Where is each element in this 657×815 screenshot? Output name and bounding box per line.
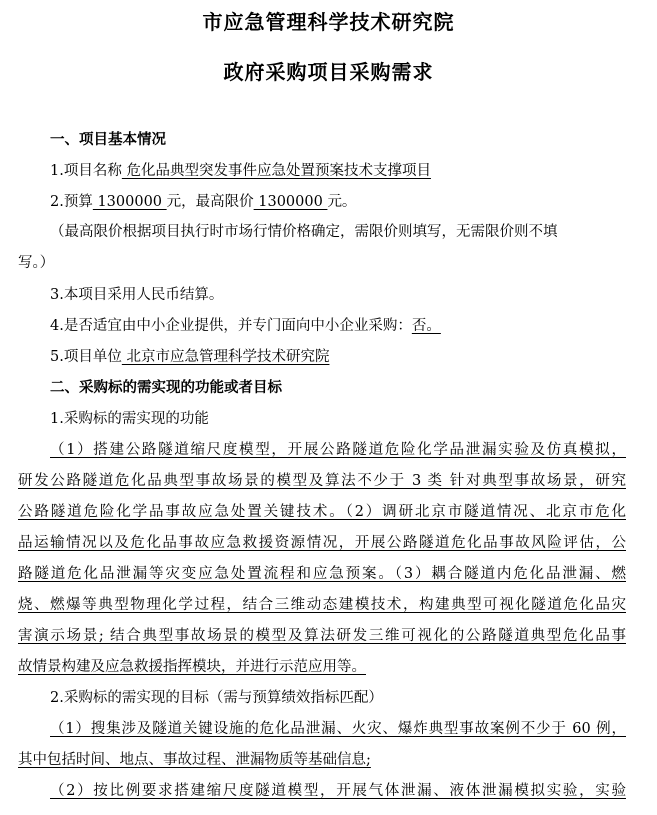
document-title: 市应急管理科学技术研究院 [202,10,455,34]
budget-label: 2.预算 [50,194,93,210]
project-unit-label: 5.项目单位 [50,349,122,365]
function-text-line: 研发公路隧道危化品典型事故场景的模型及算法不少于 3 类 针对典型事故场景，研究 [18,473,626,489]
max-price-value: 1300000 [253,194,328,210]
project-name-value: 危化品典型突发事件应急处置预案技术支撑项目 [121,163,431,179]
section-heading-basic-info: 一、项目基本情况 [50,131,166,148]
function-text-line: 品运输情况以及危化品事故应急救援资源情况，开展公路隧道危化品事故风险评估，公 [18,535,626,551]
sme-line [50,316,657,336]
document-subtitle: 政府采购项目采购需求 [223,60,434,84]
function-text-line: （1）搭建公路隧道缩尺度模型，开展公路隧道危险化学品泄漏实验及仿真模拟， [50,442,626,458]
budget-line [50,192,657,212]
currency-line: 3.本项目采用人民币结算。 [50,287,224,303]
sme-question: 4.是否适宜由中小企业提供，并专门面向中小企业采购： [50,318,412,334]
project-unit-value: 北京市应急管理科学技术研究院 [121,349,330,365]
max-price-label: 元，最高限价 [166,194,254,210]
budget-value: 1300000 [92,194,167,210]
project-unit-line [50,347,657,367]
max-price-note-line-2: 写。） [18,255,55,271]
section-heading-functions: 二、采购标的需实现的功能或者目标 [50,379,282,396]
functions-subtitle: 1.采购标的需实现的功能 [50,411,209,427]
budget-suffix: 元。 [327,194,357,210]
sme-answer: 否。 [411,318,441,334]
max-price-note-line-1: （最高限价根据项目执行时市场行情价格确定，需限价则填写，无需限价则不填 [50,224,558,240]
function-text-line: 烧、燃爆等典型物理化学过程，结合三维动态建模技术，构建典型可视化隧道危化品灾 [18,597,626,613]
project-name-line [50,161,657,181]
goal-text-line: 其中包括时间、地点、事故过程、泄漏物质等基础信息; [18,752,371,768]
function-text-line: 害演示场景; 结合典型事故场景的模型及算法研发三维可视化的公路隧道典型危化品事 [18,628,626,644]
function-text-line: 故情景构建及应急救援指挥模块，并进行示范应用等。 [18,659,366,675]
function-text-line: 公路隧道危险化学品事故应急处置关键技术。（2）调研北京市隧道情况、北京市危化 [18,504,626,520]
goals-subtitle: 2.采购标的需实现的目标（需与预算绩效指标匹配） [50,690,383,706]
goal-text-line: （2）按比例要求搭建缩尺度隧道模型，开展气体泄漏、液体泄漏模拟实验，实验 [50,783,626,799]
goal-text-line: （1）搜集涉及隧道关键设施的危化品泄漏、火灾、爆炸典型事故案例不少于 60 例， [50,721,626,737]
project-name-label: 1.项目名称 [50,163,122,179]
function-text-line: 路隧道危化品泄漏等灾变应急处置流程和应急预案。（3）耦合隧道内危化品泄漏、燃 [18,566,626,582]
